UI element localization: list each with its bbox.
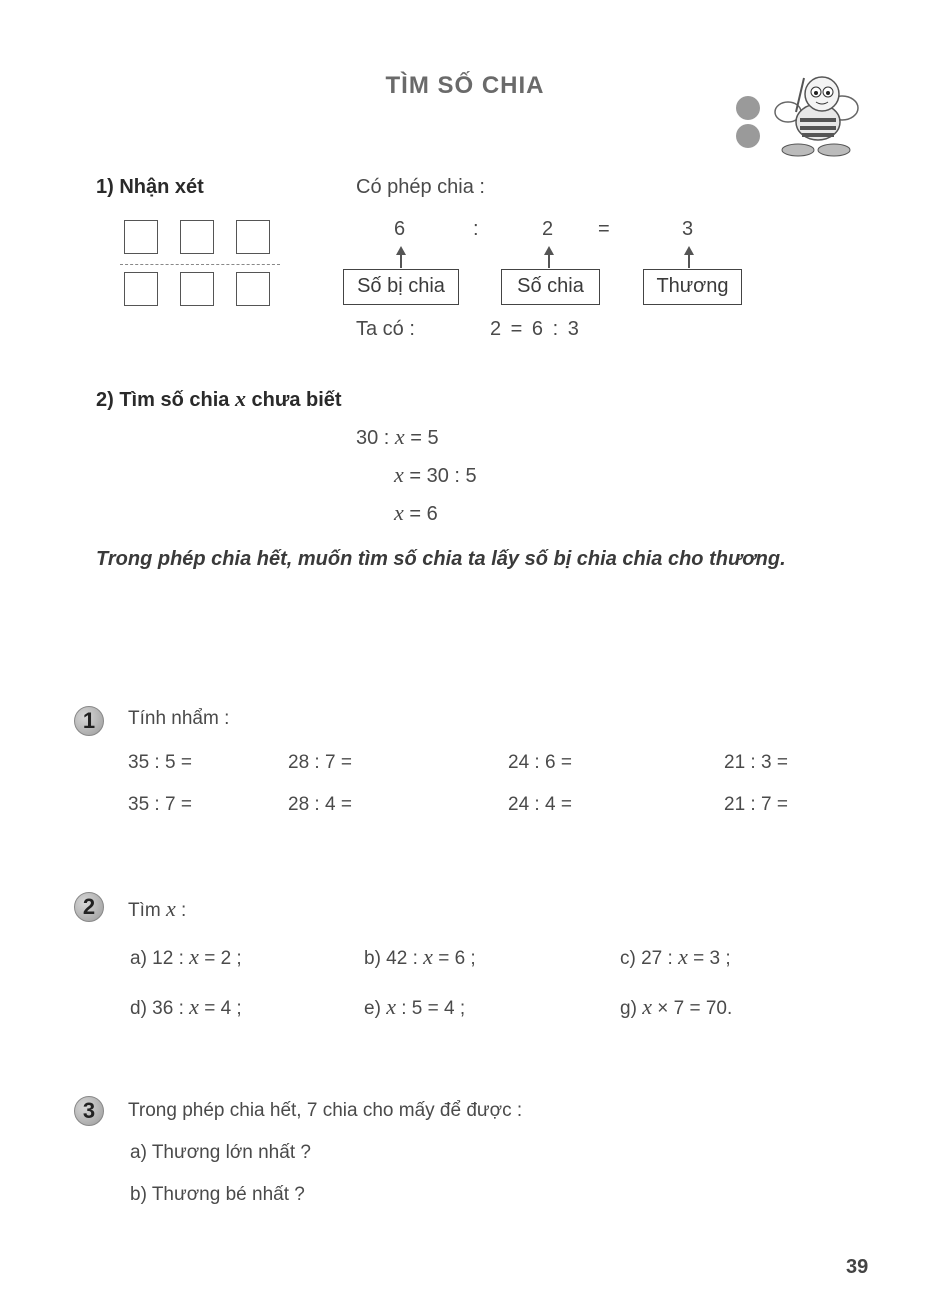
item-text: d) 36 :: [130, 998, 184, 1019]
item-text: × 7 = 70.: [657, 998, 733, 1019]
arrow-shaft: [688, 254, 690, 268]
solution-step-3: [394, 500, 438, 526]
exercise-2-prompt: [128, 896, 186, 922]
exercise-3-prompt: Trong phép chia hết, 7 chia cho mấy để được :: [128, 1100, 523, 1121]
dashed-divider: [120, 264, 280, 265]
square-shape: [180, 272, 214, 306]
divisor-label-box: Số chia: [501, 269, 600, 305]
variable-x: x: [386, 994, 396, 1019]
item-text: e): [364, 998, 381, 1019]
mental-calc-item: 28 : 7 =: [288, 752, 352, 773]
mental-calc-item: 24 : 4 =: [508, 794, 572, 815]
mental-calc-item: 24 : 6 =: [508, 752, 572, 773]
variable-x: x: [394, 462, 404, 487]
find-x-item: [130, 994, 242, 1020]
item-text: = 6 ;: [438, 948, 476, 969]
item-text: = 4 ;: [204, 998, 242, 1019]
exercise-1-prompt: Tính nhẩm :: [128, 708, 230, 729]
step-text: 30 :: [356, 427, 390, 449]
variable-x: x: [642, 994, 652, 1019]
item-text: : 5 = 4 ;: [401, 998, 466, 1019]
division-sign: :: [473, 218, 479, 240]
section-heading-observation: 1) Nhận xét: [96, 176, 204, 198]
square-shape: [124, 272, 158, 306]
variable-x: x: [678, 944, 688, 969]
quotient-value: 3: [682, 218, 694, 240]
page-title: TÌM SỐ CHIA: [385, 72, 545, 99]
section-heading-find-divisor: [96, 386, 342, 412]
variable-x: x: [189, 944, 199, 969]
variable-x: x: [394, 500, 404, 525]
arrow-shaft: [548, 254, 550, 268]
item-text: = 3 ;: [693, 948, 731, 969]
find-x-item: [130, 944, 242, 970]
exercise-3-item: b) Thương bé nhất ?: [130, 1184, 305, 1205]
we-have-label: Ta có :: [356, 318, 415, 340]
variable-x: x: [423, 944, 433, 969]
solution-step-1: [356, 424, 439, 450]
division-intro: Có phép chia :: [356, 176, 485, 198]
exercise-number-badge: 3: [74, 1096, 104, 1126]
heading-text: chưa biết: [251, 389, 342, 411]
dividend-value: 6: [394, 218, 406, 240]
rule-statement: Trong phép chia hết, muốn tìm số chia ta lấy số bị chia chia cho thương.: [96, 548, 786, 570]
square-shape: [236, 220, 270, 254]
item-text: = 2 ;: [204, 948, 242, 969]
variable-x: x: [166, 896, 176, 921]
square-shape: [124, 220, 158, 254]
equals-sign: =: [598, 218, 610, 240]
solution-step-2: [394, 462, 477, 488]
bee-mascot-icon: [730, 72, 860, 162]
mental-calc-item: 28 : 4 =: [288, 794, 352, 815]
find-x-item: [364, 944, 476, 970]
item-text: a) 12 :: [130, 948, 184, 969]
divisor-value: 2: [542, 218, 554, 240]
square-shape: [180, 220, 214, 254]
arrow-shaft: [400, 254, 402, 268]
square-shape: [236, 272, 270, 306]
prompt-text: Tìm: [128, 900, 161, 921]
page-number: 39: [846, 1256, 869, 1278]
heading-text: 2) Tìm số chia: [96, 389, 230, 411]
variable-x: x: [234, 386, 246, 411]
prompt-text: :: [181, 900, 187, 921]
find-x-item: [364, 994, 465, 1020]
step-text: = 6: [409, 503, 438, 525]
find-x-item: [620, 994, 732, 1020]
mental-calc-item: 35 : 7 =: [128, 794, 192, 815]
item-text: c) 27 :: [620, 948, 673, 969]
mental-calc-item: 21 : 3 =: [724, 752, 788, 773]
exercise-number-badge: 2: [74, 892, 104, 922]
item-text: g): [620, 998, 637, 1019]
item-text: b) 42 :: [364, 948, 418, 969]
we-have-expression: 2 = 6 : 3: [490, 318, 579, 340]
step-text: = 5: [410, 427, 439, 449]
exercise-3-item: a) Thương lớn nhất ?: [130, 1142, 311, 1163]
find-x-item: [620, 944, 731, 970]
step-text: = 30 : 5: [409, 465, 477, 487]
dividend-label-box: Số bị chia: [343, 269, 459, 305]
variable-x: x: [189, 994, 199, 1019]
variable-x: x: [394, 424, 405, 449]
quotient-label-box: Thương: [643, 269, 742, 305]
mental-calc-item: 21 : 7 =: [724, 794, 788, 815]
exercise-number-badge: 1: [74, 706, 104, 736]
mental-calc-item: 35 : 5 =: [128, 752, 192, 773]
